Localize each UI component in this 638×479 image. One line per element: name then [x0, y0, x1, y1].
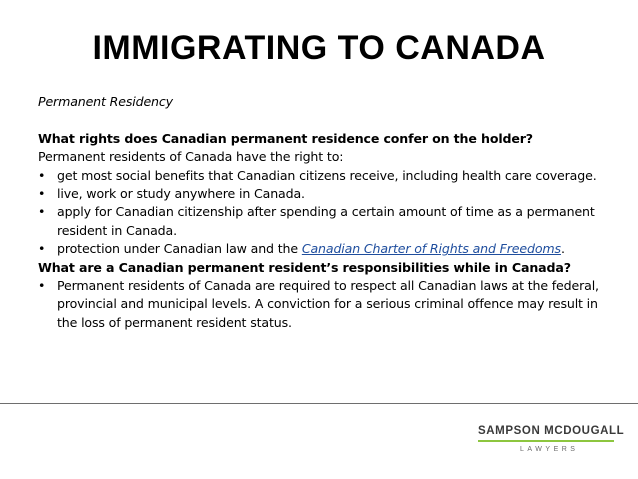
bullet-icon: •: [38, 186, 46, 202]
bullet-icon: •: [38, 204, 46, 220]
charter-link[interactable]: Canadian Charter of Rights and Freedoms: [301, 241, 561, 257]
question-responsibilities: What are a Canadian permanent resident’s responsibilities while in Canada?: [38, 259, 571, 275]
slide-content: [38, 93, 613, 332]
section-subtitle: Permanent Residency: [38, 94, 173, 109]
question-rights: What rights does Canadian permanent residence confer on the holder?: [38, 130, 533, 146]
list-item: [38, 185, 613, 203]
list-item-end: .: [560, 241, 565, 257]
footer-divider: [0, 403, 638, 404]
logo-name: SAMPSON MCDOUGALL: [478, 425, 625, 437]
list-item-text: apply for Canadian citizenship after spending a certain amount of time as a permanent resident in Canada.: [57, 204, 595, 238]
list-item-text: live, work or study anywhere in Canada.: [57, 186, 305, 202]
list-item-text: protection under Canadian law and the: [57, 241, 302, 257]
firm-logo: [478, 425, 625, 453]
logo-accent-rule: [478, 440, 614, 442]
list-item: [38, 277, 613, 332]
bullet-icon: •: [38, 278, 46, 294]
list-item-text: get most social benefits that Canadian citizens receive, including health care coverage.: [57, 167, 597, 183]
rights-intro: Permanent residents of Canada have the right to:: [38, 149, 344, 165]
list-item-text: Permanent residents of Canada are required to respect all Canadian laws at the federal, provincial and municipal levels. A conviction for a serious criminal offence may result in the loss of permanent resident status.: [57, 278, 599, 330]
rights-list: [38, 167, 613, 259]
list-item: [38, 167, 613, 185]
bullet-icon: •: [38, 167, 46, 183]
logo-subtitle: LAWYERS: [520, 446, 579, 453]
slide-title: IMMIGRATING TO CANADA: [92, 29, 546, 67]
list-item: [38, 240, 613, 258]
responsibilities-list: [38, 277, 613, 332]
list-item: [38, 203, 613, 240]
bullet-icon: •: [38, 241, 46, 257]
